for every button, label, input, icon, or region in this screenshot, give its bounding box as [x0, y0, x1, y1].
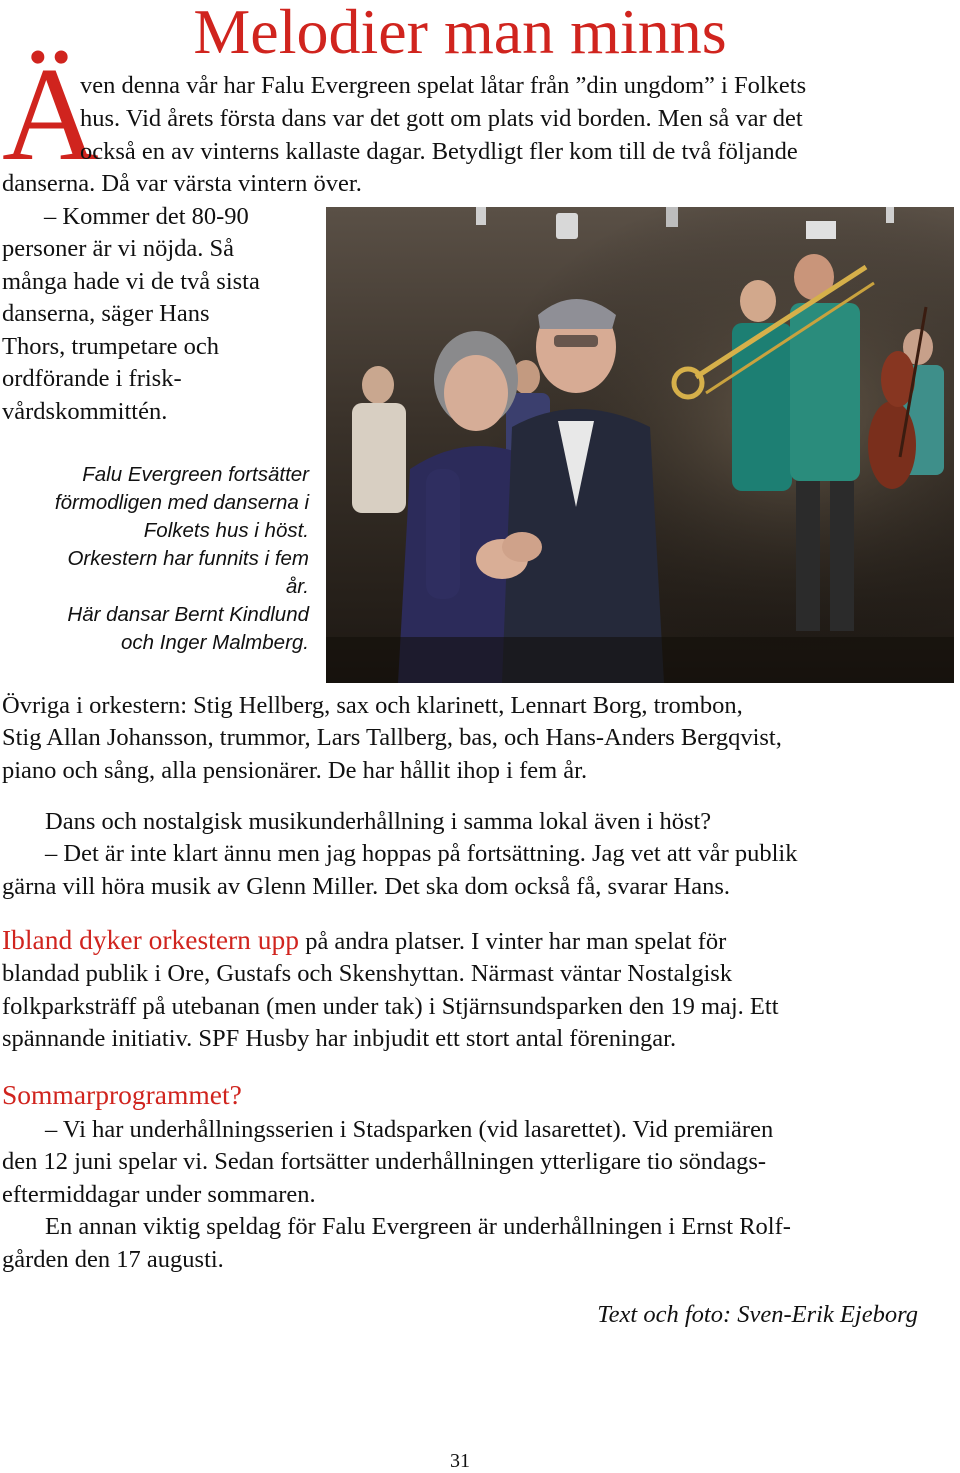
- paragraph-line: blandad publik i Ore, Gustafs och Skenshyttan. Närmast väntar Nostalgisk: [2, 960, 733, 988]
- orchestra-paragraph: [2, 690, 932, 787]
- section-first-line-rest: på andra platser. I vinter har man spelat för: [299, 928, 727, 955]
- question-paragraph: [2, 806, 932, 903]
- section-heading-other-venues: Ibland dyker orkestern upp: [2, 924, 300, 955]
- dance-photo-illustration: [326, 207, 954, 683]
- quote-line: många hade vi de två sista: [2, 268, 260, 295]
- summer-heading-text: Sommarprogrammet?: [2, 1079, 242, 1110]
- quote-line: personer är vi nöjda. Så: [2, 235, 234, 262]
- article-title: Melodier man minns: [193, 0, 727, 67]
- question-line: Dans och nostalgisk musikunderhållning i samma lokal även i höst?: [45, 808, 712, 835]
- caption-line: Falu Evergreen fortsätter: [82, 463, 309, 486]
- answer-line: gärna vill höra musik av Glenn Miller. Det ska dom också få, svarar Hans.: [2, 872, 731, 900]
- paragraph-line: piano och sång, alla pensionärer. De har hållit ihop i fem år.: [2, 756, 588, 784]
- intro-line: också en av vinterns kallaste dagar. Betydligt fler kom till de två följande: [80, 138, 798, 165]
- paragraph-line: spännande initiativ. SPF Husby har inbjudit ett stort antal föreningar.: [2, 1025, 677, 1053]
- caption-line: Här dansar Bernt Kindlund: [67, 603, 309, 626]
- caption-line: Orkestern har funnits i fem: [67, 547, 309, 570]
- section-other-venues: [2, 924, 932, 1056]
- intro-line: hus. Vid årets första dans var det gott om plats vid borden. Men så var det: [80, 105, 803, 132]
- paragraph-line: folkparksträff på utebanan (men under tak) i Stjärnsundsparken den 19 maj. Ett: [2, 992, 779, 1020]
- intro-line: danserna. Då var värsta vintern över.: [2, 170, 362, 197]
- photo-caption: [2, 461, 309, 657]
- paragraph-line: En annan viktig speldag för Falu Evergreen är underhållningen i Ernst Rolf-: [45, 1213, 791, 1241]
- caption-line: förmodligen med danserna i: [54, 491, 309, 514]
- quote-line: danserna, säger Hans: [2, 300, 210, 327]
- byline: Text och foto: Sven-Erik Ejeborg: [597, 1301, 918, 1328]
- paragraph-line: Stig Allan Johansson, trummor, Lars Tallberg, bas, och Hans-Anders Bergqvist,: [2, 724, 782, 752]
- caption-line: Folkets hus i höst.: [143, 519, 309, 542]
- intro-line: ven denna vår har Falu Evergreen spelat låtar från ”din ungdom” i Folkets: [80, 72, 807, 99]
- paragraph-line: – Vi har underhållningsserien i Stadsparken (vid lasarettet). Vid premiären: [45, 1116, 774, 1143]
- caption-line: och Inger Malmberg.: [120, 631, 309, 654]
- quote-line: – Kommer det 80-90: [44, 203, 249, 230]
- section-heading-summer: [2, 1078, 932, 1112]
- page-number: 31: [450, 1450, 470, 1472]
- section-summer: [2, 1114, 932, 1276]
- paragraph-line: den 12 juni spelar vi. Sedan fortsätter underhållningen ytterligare tio söndags-: [2, 1148, 767, 1176]
- paragraph-line: gården den 17 augusti.: [2, 1245, 224, 1273]
- quote-line: ordförande i frisk-: [2, 365, 182, 392]
- answer-line: – Det är inte klart ännu men jag hoppas på fortsättning. Jag vet att vår publik: [45, 840, 798, 868]
- quote-line: Thors, trumpetare och: [2, 333, 220, 360]
- paragraph-line: [2, 924, 932, 958]
- drop-cap: Ä: [2, 40, 99, 188]
- paragraph-line: eftermiddagar under sommaren.: [2, 1180, 316, 1208]
- quote-line: vårdskommittén.: [2, 398, 168, 425]
- paragraph-line: Övriga i orkestern: Stig Hellberg, sax och klarinett, Lennart Borg, trombon,: [2, 692, 743, 719]
- dance-photo: [326, 207, 954, 683]
- caption-line: år.: [285, 575, 309, 598]
